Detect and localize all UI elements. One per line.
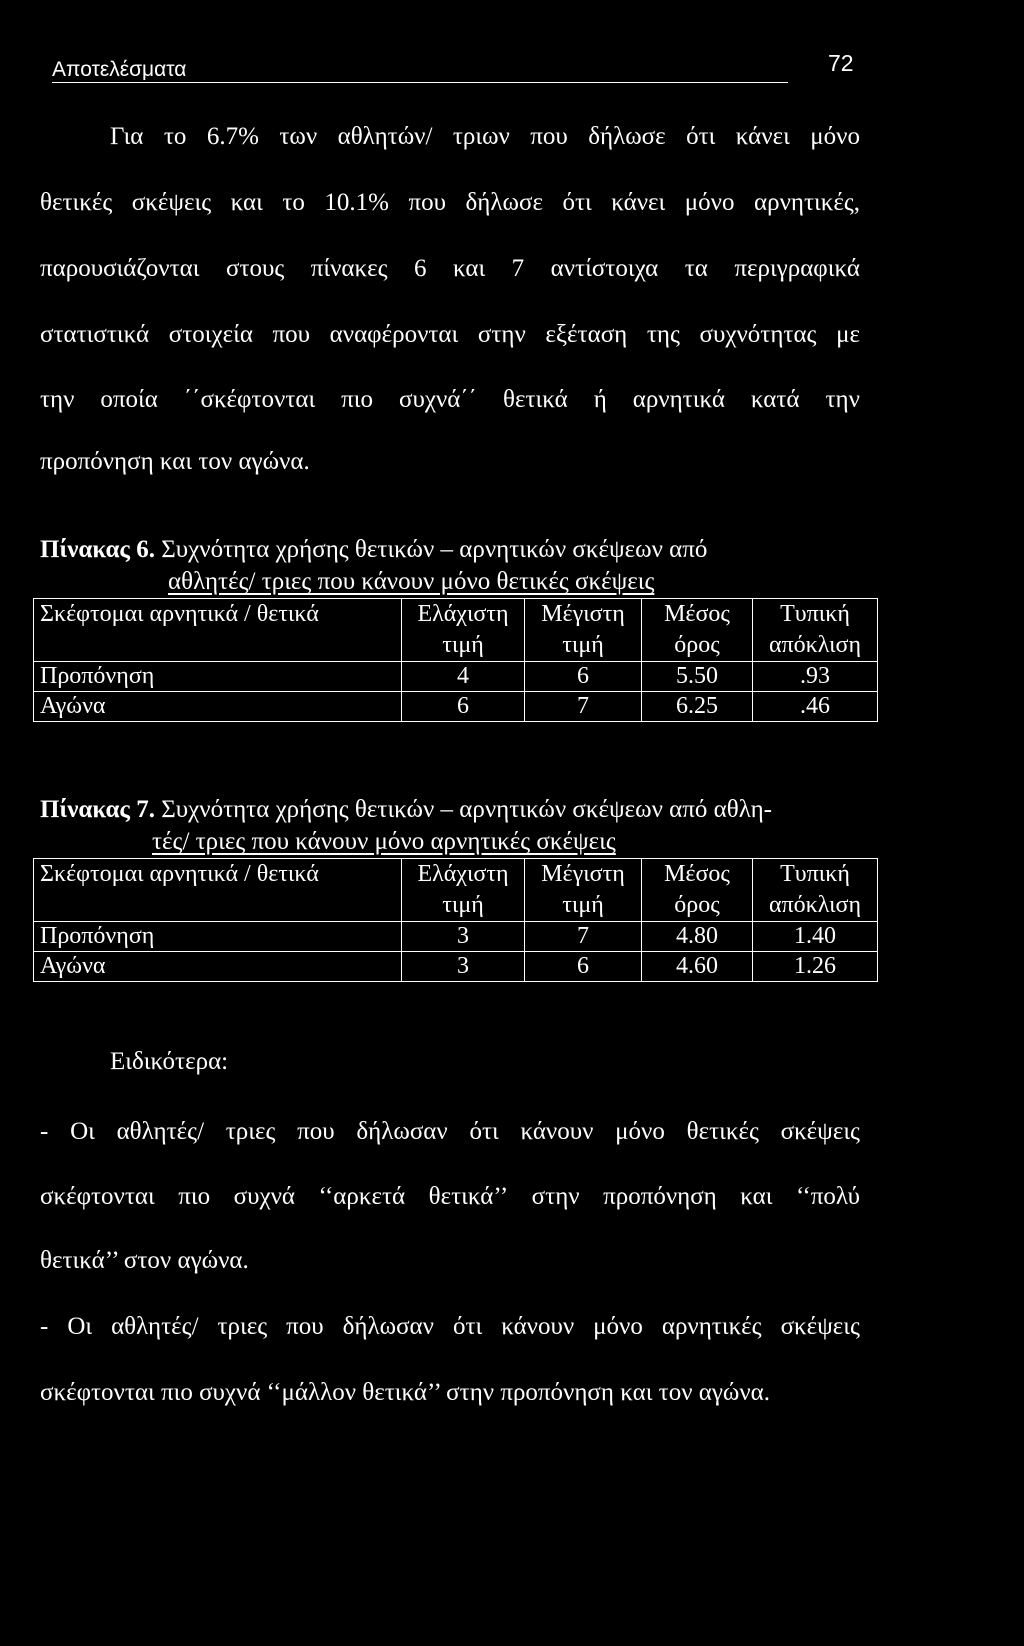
table-row: [34, 692, 878, 722]
table-row: [34, 662, 878, 692]
word: περιγραφικά: [734, 255, 860, 282]
word: συχνά: [233, 1183, 295, 1210]
table-row: [34, 922, 878, 952]
word: αρνητικές: [661, 1313, 762, 1340]
word: κάνει: [735, 123, 790, 150]
word: ότι: [686, 123, 716, 150]
word: στην: [531, 1183, 580, 1210]
word: αθλητές/: [111, 1313, 199, 1340]
word: στους: [225, 255, 285, 282]
table-cell: 1.26: [753, 952, 878, 982]
intro-line-4: [40, 321, 860, 349]
word: μόνο: [684, 189, 735, 216]
word: ότι: [452, 1313, 483, 1340]
word: που: [297, 1118, 335, 1145]
word: κάνουν: [501, 1313, 575, 1340]
word: σκέφτονται πιο συχνά ‘‘μάλλον θετικά’’ στην προπόνηση και τον αγώνα.: [40, 1379, 771, 1406]
intro-line-2: [40, 189, 860, 217]
word: ΄΄σκέφτονται: [183, 386, 316, 413]
table-cell: Αγώνα: [34, 692, 402, 722]
table6-caption-line2: αθλητές/ τριες που κάνουν μόνο θετικές σκέψεις: [168, 568, 655, 595]
table-header-cell: Μέγιστη τιμή: [525, 859, 642, 922]
word: αναφέρονται: [329, 321, 459, 348]
word: των: [279, 123, 318, 150]
page-number: 72: [828, 50, 854, 76]
word: Οι: [70, 1118, 95, 1145]
word: θετικά’’ στον αγώνα.: [40, 1247, 249, 1274]
word: που: [530, 123, 568, 150]
word: σκέφτονται: [40, 1183, 155, 1210]
table-cell: 1.40: [753, 922, 878, 952]
word: αθλητών/: [337, 123, 433, 150]
table-header-cell: Ελάχιστη τιμή: [402, 599, 525, 662]
table6: [33, 598, 878, 722]
table6-label: Πίνακας 6.: [40, 536, 155, 563]
word: -: [40, 1118, 49, 1145]
intro-line-6: [40, 448, 860, 476]
detail-line-2: [40, 1183, 860, 1211]
table-header-cell: Μέγιστη τιμή: [525, 599, 642, 662]
word: στατιστικά: [40, 321, 150, 348]
word: σκέψεις: [780, 1313, 860, 1340]
detail-line-3: [40, 1247, 860, 1275]
word: με: [836, 321, 860, 348]
word: θετικές: [686, 1118, 759, 1145]
header-rule: [52, 82, 788, 83]
word: δήλωσαν: [342, 1313, 434, 1340]
table-cell: 4.80: [642, 922, 753, 952]
table-cell: 7: [525, 692, 642, 722]
intro-line-5: [40, 386, 860, 414]
word: δήλωσε: [465, 189, 543, 216]
word: ότι: [562, 189, 592, 216]
table-cell: 3: [402, 922, 525, 952]
table-cell: 4.60: [642, 952, 753, 982]
word: Για: [110, 123, 144, 150]
word: και: [740, 1183, 773, 1210]
word: το: [163, 123, 187, 150]
word: που: [286, 1313, 324, 1340]
table6-caption-line1: Συχνότητα χρήσης θετικών – αρνητικών σκέψεων από: [161, 536, 708, 563]
word: τα: [684, 255, 708, 282]
table-cell: .46: [753, 692, 878, 722]
table-cell: Προπόνηση: [34, 662, 402, 692]
table-cell: 3: [402, 952, 525, 982]
word: θετικά: [502, 386, 568, 413]
table-header-cell: Τυπική απόκλιση: [753, 859, 878, 922]
word: συχνά΄΄: [399, 386, 478, 413]
table-cell: 7: [525, 922, 642, 952]
word: που: [408, 189, 447, 216]
word: τριες: [225, 1118, 276, 1145]
word: προπόνηση και τον αγώνα.: [40, 448, 310, 475]
table-cell: 6: [402, 692, 525, 722]
word: 7: [511, 255, 525, 282]
word: μόνο: [593, 1313, 643, 1340]
table7-caption: [40, 796, 772, 824]
table-header-row: [34, 859, 878, 922]
word: προπόνηση: [603, 1183, 717, 1210]
word: αντίστοιχα: [550, 255, 659, 282]
table-header-cell: Ελάχιστη τιμή: [402, 859, 525, 922]
word: ‘‘αρκετά: [318, 1183, 406, 1210]
word: παρουσιάζονται: [40, 255, 200, 282]
word: ‘‘πολύ: [795, 1183, 860, 1210]
table-cell: 4: [402, 662, 525, 692]
word: της: [646, 321, 680, 348]
word: συχνότητας: [699, 321, 817, 348]
table-cell: 6: [525, 952, 642, 982]
word: πιο: [178, 1183, 211, 1210]
detail-line-4: [40, 1313, 860, 1341]
table-header-cell: Τυπική απόκλιση: [753, 599, 878, 662]
detail-line-1: [40, 1118, 860, 1146]
word: σκέψεις: [780, 1118, 860, 1145]
word: αρνητικές,: [754, 189, 860, 216]
table6-caption: [40, 536, 707, 564]
word: τριων: [452, 123, 510, 150]
table7-caption-line1: Συχνότητα χρήσης θετικών – αρνητικών σκέψεων από αθλη-: [161, 796, 772, 823]
table-cell: 6.25: [642, 692, 753, 722]
intro-line-1: [110, 123, 860, 151]
word: αρνητικά: [632, 386, 725, 413]
word: το: [282, 189, 305, 216]
word: ότι: [469, 1118, 499, 1145]
intro-line-3: [40, 255, 860, 283]
table-header-cell: Σκέφτομαι αρνητικά / θετικά: [34, 859, 402, 922]
word: στοιχεία: [168, 321, 253, 348]
table7-label: Πίνακας 7.: [40, 796, 155, 823]
section-title: Αποτελέσματα: [52, 58, 187, 81]
word: τριες: [217, 1313, 268, 1340]
details-heading: Ειδικότερα:: [110, 1048, 229, 1075]
table-cell: 6: [525, 662, 642, 692]
word: κάνουν: [520, 1118, 594, 1145]
word: πίνακες: [310, 255, 388, 282]
word: 10.1%: [324, 189, 389, 216]
word: θετικές: [40, 189, 113, 216]
word: Οι: [67, 1313, 93, 1340]
word: δήλωσαν: [356, 1118, 448, 1145]
word: την: [825, 386, 860, 413]
table-header-cell: Σκέφτομαι αρνητικά / θετικά: [34, 599, 402, 662]
word: και: [452, 255, 486, 282]
table-cell: Προπόνηση: [34, 922, 402, 952]
word: δήλωσε: [588, 123, 666, 150]
word: ή: [593, 386, 607, 413]
word: κάνει: [611, 189, 666, 216]
detail-line-5: [40, 1379, 860, 1407]
word: που: [272, 321, 311, 348]
word: 6: [414, 255, 427, 282]
word: στην: [477, 321, 526, 348]
table-row: [34, 952, 878, 982]
table-header-row: [34, 599, 878, 662]
word: κατά: [750, 386, 800, 413]
table-header-cell: Μέσος όρος: [642, 599, 753, 662]
word: πιο: [341, 386, 374, 413]
table-cell: Αγώνα: [34, 952, 402, 982]
word: και: [230, 189, 263, 216]
word: 6.7%: [206, 123, 259, 150]
word: -: [40, 1313, 49, 1340]
table7-caption-line2: τές/ τριες που κάνουν μόνο αρνητικές σκέψεις: [152, 828, 616, 855]
word: οποία: [100, 386, 158, 413]
word: εξέταση: [545, 321, 628, 348]
table-header-cell: Μέσος όρος: [642, 859, 753, 922]
word: την: [40, 386, 75, 413]
word: μόνο: [615, 1118, 665, 1145]
word: σκέψεις: [131, 189, 212, 216]
word: αθλητές/: [116, 1118, 205, 1145]
word: θετικά’’: [428, 1183, 509, 1210]
table-cell: .93: [753, 662, 878, 692]
word: μόνο: [810, 123, 860, 150]
table7: [33, 858, 878, 982]
table-cell: 5.50: [642, 662, 753, 692]
